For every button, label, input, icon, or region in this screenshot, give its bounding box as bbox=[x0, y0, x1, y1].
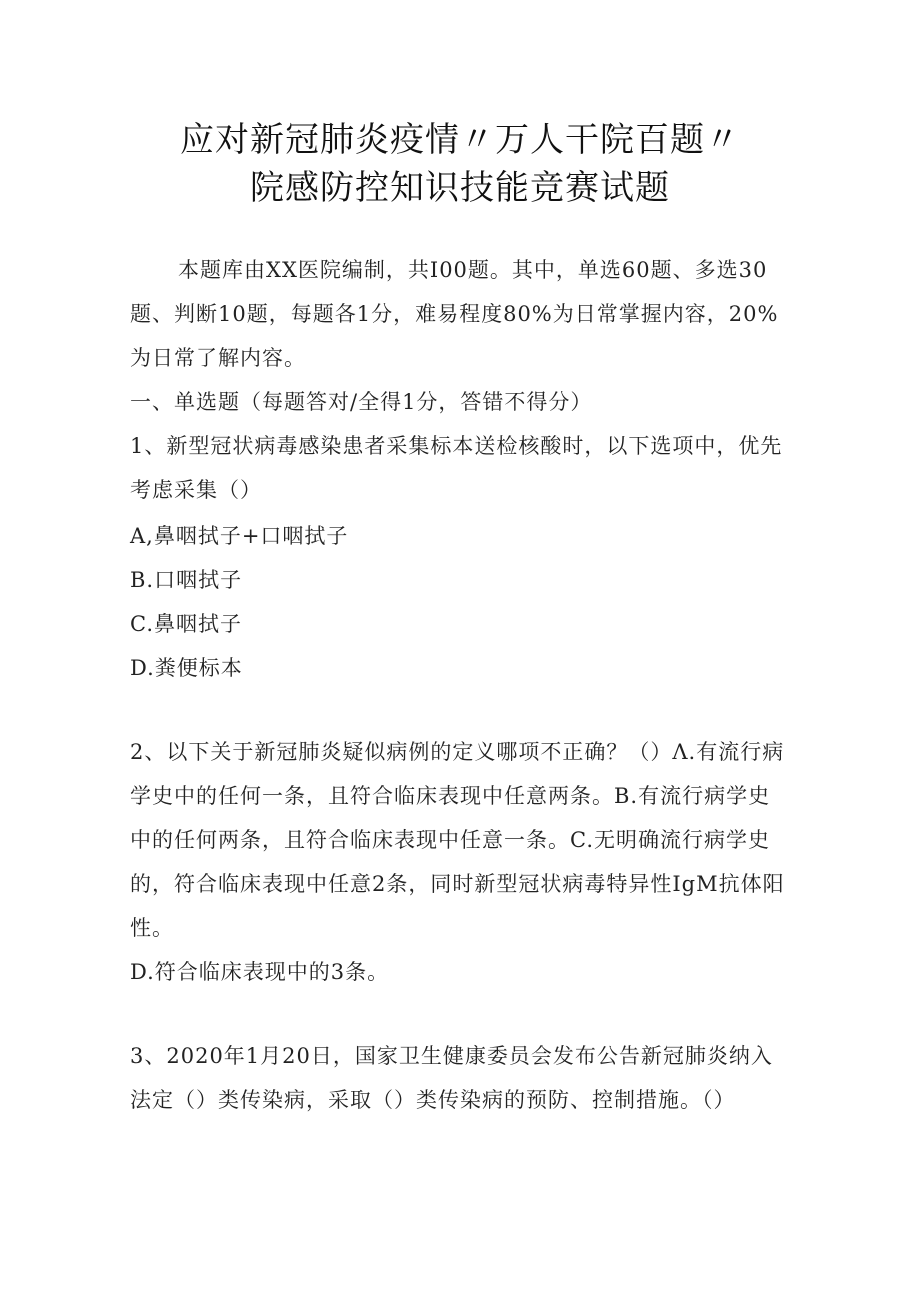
question-3-stem: 3、2020年1月20日，国家卫生健康委员会发布公告新冠肺炎纳入法定（）类传染病，采取（）类传染病的预防、控制措施。（） bbox=[130, 1044, 773, 1112]
question-1-option-b: B.口咽拭子 bbox=[130, 568, 243, 592]
question-1-stem: 1、新型冠状病毒感染患者采集标本送检核酸时，以下选项中，优先考虑采集（） bbox=[130, 434, 783, 502]
question-2-stem: 2、以下关于新冠肺炎疑似病例的定义哪项不正确？（）Λ.有流行病学史中的任何一条，且符合临床表现中任意两条。B.有流行病学史中的任何两条，且符合临床表现中任意一条。C.无明确流行病学史的，符合临床表现中任意2条，同时新型冠状病毒特异性IgM抗体阳性。 bbox=[130, 740, 785, 940]
question-1-option-c: C.鼻咽拭子 bbox=[130, 612, 242, 636]
section-heading: 一、单选题（每题答对/全得1分，答错不得分） bbox=[130, 390, 593, 414]
document-title-line2: 院感防控知识技能竞赛试题 bbox=[250, 168, 670, 208]
question-1-option-d: D.粪便标本 bbox=[130, 656, 243, 680]
question-2-option-d: D.符合临床表现中的3条。 bbox=[130, 960, 390, 984]
intro-paragraph: 本题库由XX医院编制，共I00题。其中，单选60题、多选30题、判断10题，每题各1分，难易程度80%为日常掌握内容，20%为日常了解内容。 bbox=[130, 258, 779, 370]
document-title-line1: 应对新冠肺炎疫情〃万人干院百题〃 bbox=[180, 120, 740, 160]
question-1-option-a: A,鼻咽拭子+口咽拭子 bbox=[130, 524, 349, 548]
